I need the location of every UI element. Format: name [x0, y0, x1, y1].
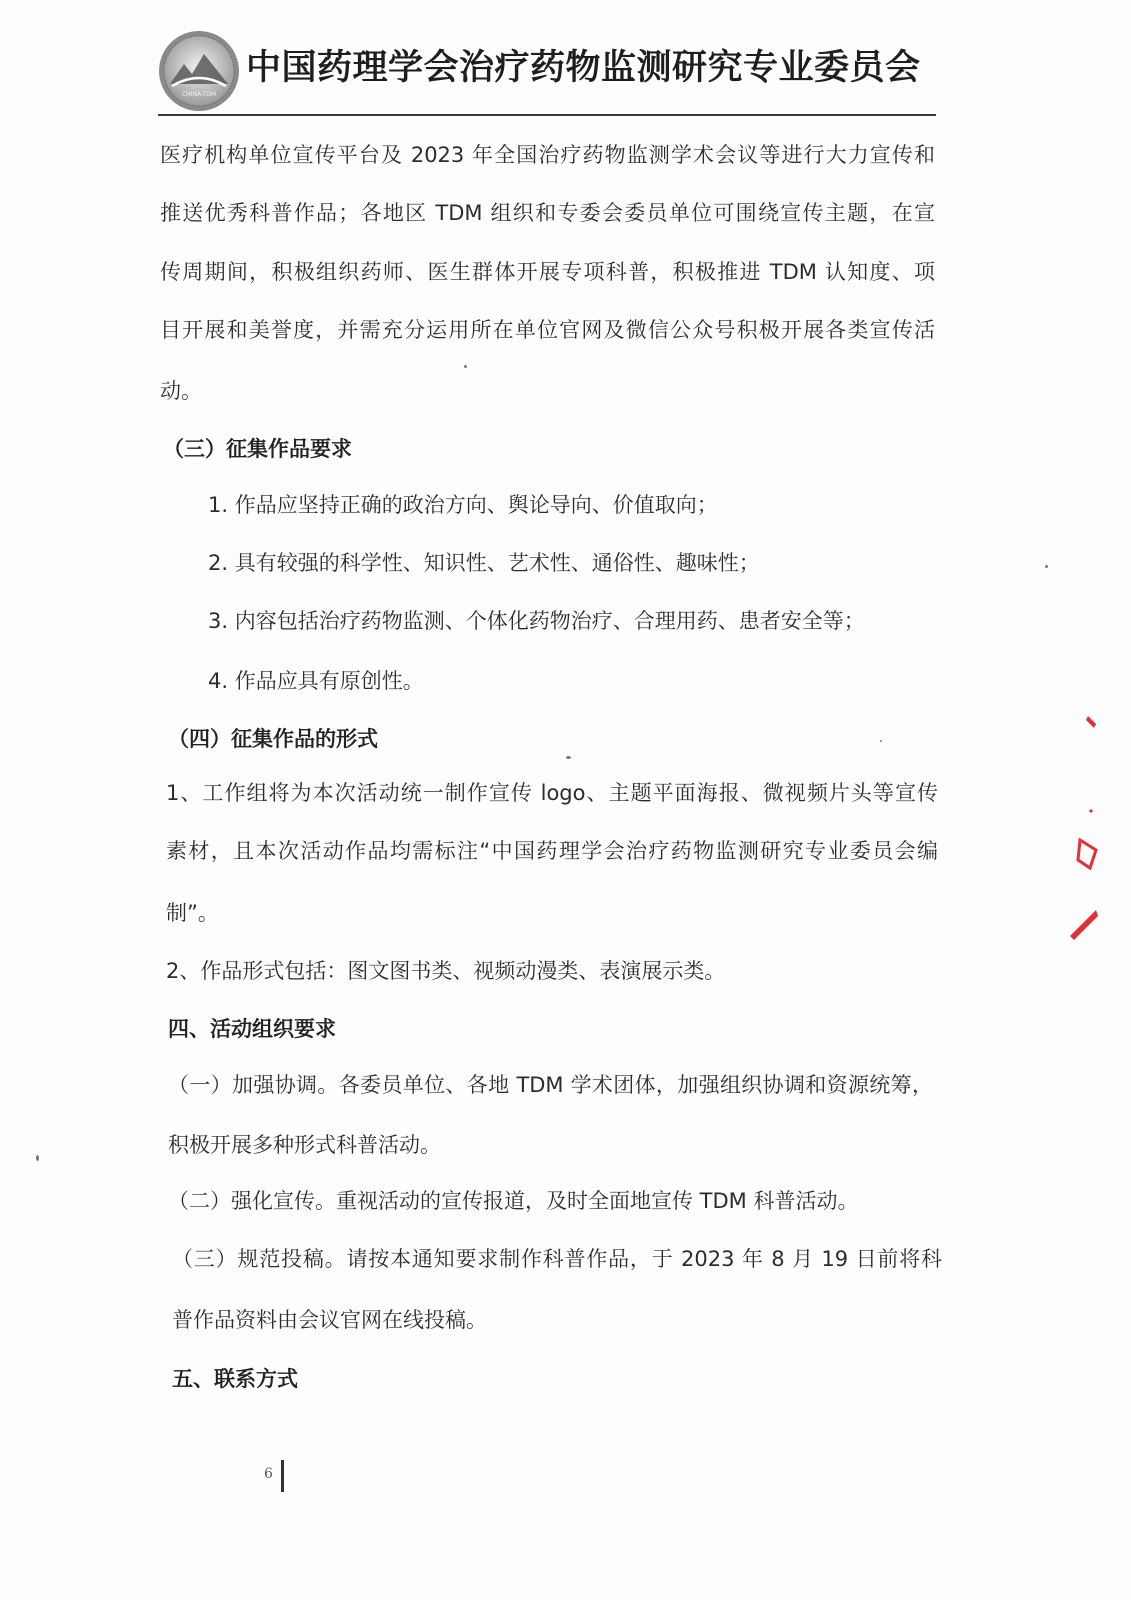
org-requirement-line: （三）规范投稿。请按本通知要求制作科普作品，于 2023 年 8 月 19 日前将科	[172, 1247, 942, 1271]
intro-line: 目开展和美誉度，并需充分运用所在单位官网及微信公众号积极开展各类宣传活	[160, 318, 935, 342]
form-paragraph-line: 素材，且本次活动作品均需标注“中国药理学会治疗药物监测研究专业委员会编	[166, 839, 938, 863]
intro-line: 传周期间，积极组织药师、医生群体开展专项科普，积极推进 TDM 认知度、项	[160, 260, 935, 284]
requirement-item: 3. 内容包括治疗药物监测、个体化药物治疗、合理用药、患者安全等；	[208, 609, 865, 633]
society-seal-logo	[158, 30, 240, 112]
scan-speck	[566, 756, 571, 759]
scan-speck	[464, 365, 467, 368]
org-requirement-line: （一）加强协调。各委员单位、各地 TDM 学术团体，加强组织协调和资源统筹，	[168, 1073, 933, 1097]
intro-line: 推送优秀科普作品；各地区 TDM 组织和专委会委员单位可围绕宣传主题，在宣	[160, 201, 935, 225]
intro-line: 医疗机构单位宣传平台及 2023 年全国治疗药物监测学术会议等进行大力宣传和	[160, 143, 935, 167]
part-heading-4: 四、活动组织要求	[168, 1017, 336, 1041]
org-requirement-2: （二）强化宣传。重视活动的宣传报道，及时全面地宣传 TDM 科普活动。	[168, 1189, 859, 1213]
org-requirement-last: 普作品资料由会议官网在线投稿。	[172, 1308, 487, 1332]
part-heading-5: 五、联系方式	[172, 1367, 298, 1391]
red-stamp-edge	[1066, 700, 1106, 960]
form-paragraph-last: 制”。	[166, 901, 219, 925]
form-paragraph-line: 1、工作组将为本次活动统一制作宣传 logo、主题平面海报、微视频片头等宣传	[166, 781, 938, 805]
requirement-item: 4. 作品应具有原创性。	[208, 669, 424, 693]
intro-line-last: 动。	[160, 379, 202, 403]
section-heading-4: （四）征集作品的形式	[168, 727, 378, 751]
requirement-item: 1. 作品应坚持正确的政治方向、舆论导向、价值取向；	[208, 493, 718, 517]
form-paragraph-2: 2、作品形式包括：图文图书类、视频动漫类、表演展示类。	[166, 959, 726, 983]
org-requirement-last: 积极开展多种形式科普活动。	[168, 1133, 441, 1157]
page-number-bar	[281, 1460, 284, 1492]
scan-speck	[1045, 565, 1048, 568]
seal-text: CHINA-TDM	[181, 91, 217, 98]
requirement-item: 2. 具有较强的科学性、知识性、艺术性、通俗性、趣味性；	[208, 551, 760, 575]
organization-title: 中国药理学会治疗药物监测研究专业委员会	[246, 48, 921, 88]
scan-speck	[880, 740, 882, 742]
page-number: 6	[264, 1466, 273, 1482]
section-heading-3: （三）征集作品要求	[163, 437, 352, 461]
header-divider	[158, 114, 936, 116]
scan-speck	[36, 1155, 39, 1161]
